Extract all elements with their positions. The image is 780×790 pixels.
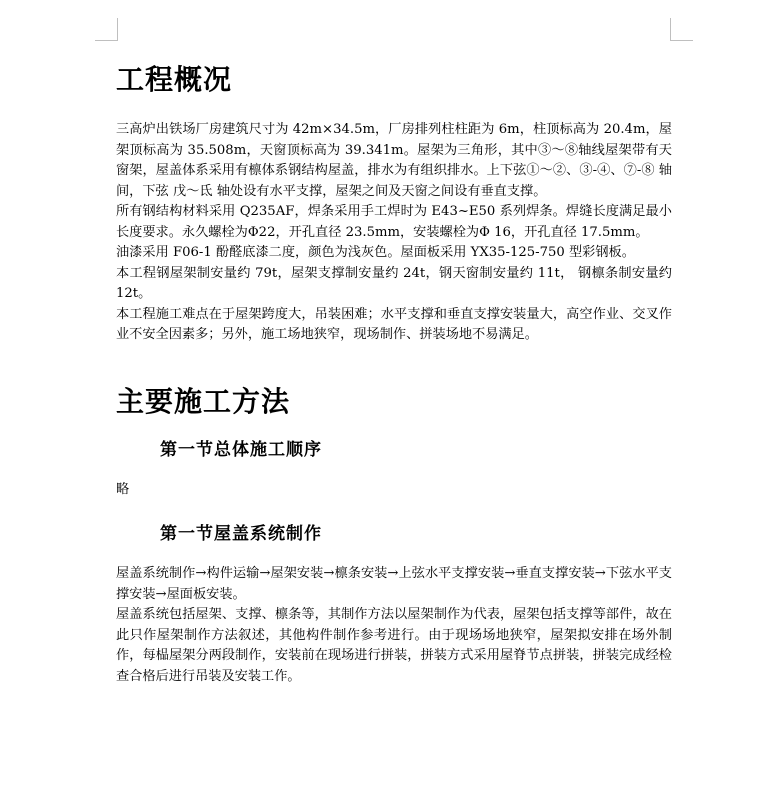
roof-system-paragraph-2: 屋盖系统包括屋架、支撑、檩条等，其制作方法以屋架制作为代表，屋架包括支撑等部件，故在此只作屋架制作方法叙述，其他构件制作参考进行。由于现场场地狭窄，屋架拟安排在场外制作，每榀屋架分两段制作，安装前在现场进行拼装，拼装方式采用屋脊节点拼装，拼装完成经检查合格后进行吊装及安装工作。 <box>116 607 672 684</box>
crop-mark-top-right <box>670 18 693 41</box>
heading-project-overview: 工程概况 <box>116 63 233 96</box>
crop-mark-top-left <box>95 18 118 41</box>
overview-section <box>116 120 672 346</box>
section-title-roof-system-fabrication: 第一节屋盖系统制作 <box>160 524 322 544</box>
overview-paragraph-1: 三高炉出铁场厂房建筑尺寸为 42m×34.5m，厂房排列柱柱距为 6m，柱顶标高为 20.4m，屋架顶标高为 35.508m，天窗顶标高为 39.341m。屋架为三角形，其中③～⑧轴线屋架带有天窗架，屋盖体系采用有檩体系钢结构屋盖，排水为有组织排水。上下弦①～②、③-④、⑦-⑧ 轴间，下弦 戊～氐 轴处设有水平支撑，屋架之间及天窗之间设有垂直支撑。 <box>116 122 672 199</box>
section-title-construction-sequence: 第一节总体施工顺序 <box>160 439 322 460</box>
heading-main-methods: 主要施工方法 <box>116 384 291 418</box>
document-page <box>116 58 672 687</box>
overview-paragraph-3: 油漆采用 F06-1 酚醛底漆二度，颜色为浅灰色。屋面板采用 YX35-125-750 型彩钢板。 <box>116 245 635 260</box>
overview-paragraph-5: 本工程施工难点在于屋架跨度大，吊装困难；水平支撑和垂直支撑安装量大，高空作业、交叉作业不安全因素多；另外，施工场地狭窄，现场制作、拼装场地不易满足。 <box>116 306 672 342</box>
section-body-omitted: 略 <box>116 481 130 497</box>
roof-system-paragraph-1: 屋盖系统制作→构件运输→屋架安装→檩条安装→上弦水平支撑安装→垂直支撑安装→下弦水平支撑安装→屋面板安装。 <box>116 566 672 602</box>
overview-paragraph-2: 所有钢结构材料采用 Q235AF，焊条采用手工焊时为 E43~E50 系列焊条。焊缝长度满足最小长度要求。永久螺栓为Φ22，开孔直径 23.5mm，安装螺栓为Φ 16，开孔直径 17.5mm。 <box>116 204 672 240</box>
overview-paragraph-4: 本工程钢屋架制安量约 79t，屋架支撑制安量约 24t，钢天窗制安量约 11t， 钢檩条制安量约 12t。 <box>116 265 672 301</box>
